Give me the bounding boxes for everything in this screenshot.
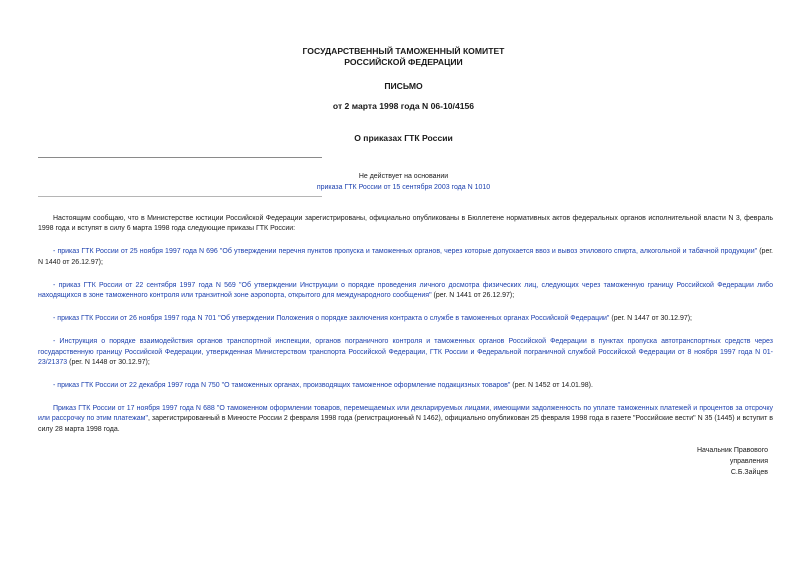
list-item <box>38 381 773 391</box>
signature-block <box>640 445 768 478</box>
order-750-link[interactable]: - приказ ГТК России от 22 декабря 1997 года N 750 "О таможенных органах, производящих таможенное оформление подакцизных товаров" <box>53 382 511 390</box>
signer-name: С.Б.Зайцев <box>730 469 768 476</box>
list-item <box>38 247 773 267</box>
final-paragraph <box>38 404 773 435</box>
intro-paragraph: Настоящим сообщаю, что в Министерстве юстиции Российской Федерации зарегистрированы, официально опубликованы в Бюллетене нормативных актов федеральных органов исполнительной власти N 3, февраль 1998 года и вступят в силу 6 марта 1998 года следующие приказы ГТК России: <box>38 215 773 233</box>
registration-note: (рег. N 1452 от 14.01.98). <box>510 382 593 390</box>
registration-note: (рег. N 1448 от 30.12.97); <box>67 358 150 366</box>
final-paragraph-text: , зарегистрированный в Минюсте России 2 февраля 1998 года (регистрационный N 1462), официально опубликован 25 февраля 1998 года в газете "Российские вести" N 35 (1445) и вступит в силу 28 марта 1998 года. <box>38 415 773 433</box>
registration-note: (рег. N 1441 от 26.12.97); <box>431 292 515 300</box>
status-note <box>300 171 507 193</box>
list-item <box>38 314 773 324</box>
registration-note: (рег. N 1440 от 26.12.97); <box>38 248 773 266</box>
list-item <box>38 337 773 368</box>
order-688-link[interactable]: Приказ ГТК России от 17 ноября 1997 года N 688 "О таможенном оформлении товаров, перемещаемых или декларируемых лицами, имеющими задолженность по уплате таможенных платежей и процентов за отсрочку или рассрочку по этим платежам" <box>38 405 773 423</box>
status-link[interactable]: приказа ГТК России от 15 сентября 2003 года N 1010 <box>316 184 491 191</box>
letter-body <box>38 214 773 435</box>
divider-bottom <box>38 196 322 197</box>
signer-title-1: Начальник Правового <box>696 447 768 454</box>
registration-note: (рег. N 1447 от 30.12.97); <box>609 315 693 323</box>
order-701-link[interactable]: - приказ ГТК России от 26 ноября 1997 года N 701 "Об утверждении Положения о порядке заключения контракта о службе в таможенных органах Российской Федерации" <box>53 315 610 323</box>
document-date-number: от 2 марта 1998 года N 06-10/4156 <box>332 101 475 111</box>
issuer-header <box>0 46 807 68</box>
order-696-link[interactable]: - приказ ГТК России от 25 ноября 1997 года N 696 "Об утверждении перечня пунктов пропуска и таможенных органов, через которые допускается ввоз и вывоз этилового спирта, алкогольной и табачной продукции" <box>53 248 758 256</box>
document-type: ПИСЬМО <box>384 81 423 91</box>
divider-top <box>38 157 322 158</box>
list-item <box>38 281 773 301</box>
issuer-line-1: ГОСУДАРСТВЕННЫЙ ТАМОЖЕННЫЙ КОМИТЕТ <box>302 46 505 56</box>
instruction-link[interactable]: - Инструкция о порядке взаимодействия органов транспортной инспекции, органов пограничного контроля и таможенных органов Российской Федерации в пунктах пропуска автотранспортных средств через государственную границу Российской Федерации, утвержденная Министерством транспорта Российской Федерации, ГТК России и Федеральной пограничной службой Российской Федерации от 8 ноября 1997 года N 01-23/21373 <box>38 338 773 366</box>
order-569-link[interactable]: - приказ ГТК России от 22 сентября 1997 года N 569 "Об утверждении Инструкции о порядке проведения личного досмотра физических лиц, следующих через таможенную границу Российской Федерации либо находящихся в зоне таможенного контроля или транзитной зоне аэропорта, открытого для международного сообщения" <box>38 281 773 300</box>
signer-title-2: управления <box>729 458 768 465</box>
issuer-line-2: РОССИЙСКОЙ ФЕДЕРАЦИИ <box>344 57 463 67</box>
status-text: Не действует на основании <box>358 173 449 180</box>
document-subject: О приказах ГТК России <box>354 133 453 143</box>
